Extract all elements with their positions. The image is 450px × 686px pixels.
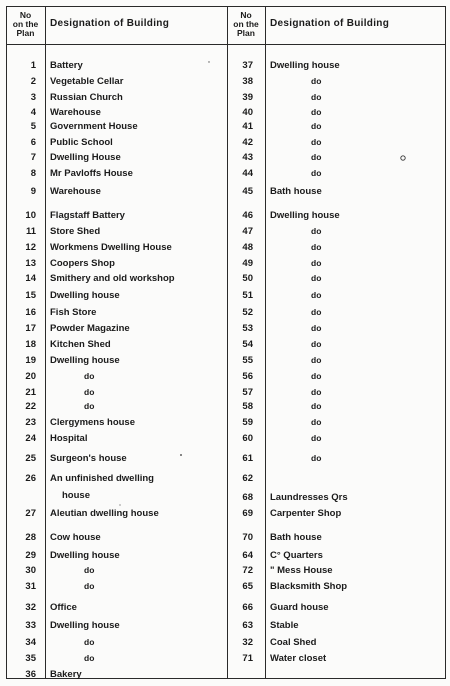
plan-number: 4 (30, 107, 36, 118)
plan-number: 42 (242, 137, 253, 148)
ditto-mark: do (84, 371, 95, 381)
plan-number: 33 (25, 620, 36, 631)
plan-number: 30 (25, 565, 36, 576)
plan-number: 40 (242, 107, 253, 118)
ditto-mark: do (311, 168, 322, 178)
plan-number: 57 (242, 387, 253, 398)
building-designation: Warehouse (50, 107, 101, 118)
plan-number: 2 (30, 76, 36, 87)
plan-number: 70 (242, 532, 253, 543)
plan-number: 59 (242, 417, 253, 428)
building-designation: Powder Magazine (50, 323, 130, 334)
plan-number: 34 (25, 637, 36, 648)
building-designation: Aleutian dwelling house (50, 508, 159, 519)
plan-number: 37 (242, 60, 253, 71)
ditto-mark: do (84, 581, 95, 591)
building-designation: Office (50, 602, 77, 613)
building-designation: Government House (50, 121, 138, 132)
plan-number: 14 (25, 273, 36, 284)
ditto-mark: do (311, 76, 322, 86)
plan-number: 61 (242, 453, 253, 464)
ditto-mark: do (311, 137, 322, 147)
building-designation: Dwelling house (270, 60, 340, 71)
plan-number: 72 (242, 565, 253, 576)
plan-number: 28 (25, 532, 36, 543)
building-designation: Coal Shed (270, 637, 317, 648)
building-designation: Dwelling house (270, 210, 340, 221)
ditto-mark: do (311, 290, 322, 300)
ditto-mark: do (311, 242, 322, 252)
plan-number: 1 (30, 60, 36, 71)
building-designation: Flagstaff Battery (50, 210, 125, 221)
plan-number: 69 (242, 508, 253, 519)
building-designation: Warehouse (50, 186, 101, 197)
plan-number: 66 (242, 602, 253, 613)
plan-number: 7 (30, 152, 36, 163)
building-designation: Hospital (50, 433, 88, 444)
building-designation: Clergymens house (50, 417, 135, 428)
plan-number: 9 (30, 186, 36, 197)
plan-number: 60 (242, 433, 253, 444)
plan-number: 50 (242, 273, 253, 284)
plan-number: 29 (25, 550, 36, 561)
building-designation: Coopers Shop (50, 258, 115, 269)
ditto-mark: do (311, 258, 322, 268)
column-divider (265, 6, 266, 678)
header-designation-right: Designation of Building (270, 18, 390, 29)
table-border-top (6, 6, 446, 7)
building-designation: Bath house (270, 532, 322, 543)
plan-number: 54 (242, 339, 253, 350)
ditto-mark: do (311, 152, 322, 162)
plan-number: 3 (30, 92, 36, 103)
plan-number: 39 (242, 92, 253, 103)
plan-number: 8 (30, 168, 36, 179)
header-line: No (19, 10, 32, 20)
ditto-mark: do (311, 401, 322, 411)
plan-number: 12 (25, 242, 36, 253)
plan-number: 27 (25, 508, 36, 519)
building-designation: Dwelling House (50, 152, 121, 163)
ditto-mark: do (311, 453, 322, 463)
plan-number: 63 (242, 620, 253, 631)
plan-number: 53 (242, 323, 253, 334)
plan-number: 64 (242, 550, 253, 561)
building-designation: " Mess House (270, 565, 333, 576)
building-designation: C° Quarters (270, 550, 323, 561)
plan-number: 26 (25, 473, 36, 484)
plan-number: 44 (242, 168, 253, 179)
plan-number: 25 (25, 453, 36, 464)
plan-number: 21 (25, 387, 36, 398)
plan-number: 32 (242, 637, 253, 648)
header-no-on-plan-right (227, 11, 265, 38)
plan-number: 47 (242, 226, 253, 237)
header-line: No (240, 10, 252, 20)
building-designation: Guard house (270, 602, 329, 613)
ditto-mark: do (311, 226, 322, 236)
plan-number: 20 (25, 371, 36, 382)
plan-number: 15 (25, 290, 36, 301)
header-line: on the (12, 19, 39, 29)
ditto-mark: do (84, 401, 95, 411)
building-designation: Mr Pavloffs House (50, 168, 133, 179)
ditto-mark: do (311, 107, 322, 117)
plan-number: 48 (242, 242, 253, 253)
building-designation: An unfinished dwelling (50, 473, 154, 484)
plan-number: 52 (242, 307, 253, 318)
building-designation: Stable (270, 620, 299, 631)
building-designation: Laundresses Qrs (270, 492, 348, 503)
plan-number: 6 (30, 137, 36, 148)
ditto-mark: do (311, 387, 322, 397)
plan-number: 13 (25, 258, 36, 269)
building-designation-continued: house (62, 490, 90, 501)
building-designation: Cow house (50, 532, 101, 543)
building-designation: Dwelling house (50, 620, 120, 631)
building-designation: Bath house (270, 186, 322, 197)
plan-number: 43 (242, 152, 253, 163)
ditto-mark: do (311, 121, 322, 131)
building-designation: Vegetable Cellar (50, 76, 124, 87)
ditto-mark: do (311, 371, 322, 381)
building-designation: Workmens Dwelling House (50, 242, 172, 253)
plan-number: 62 (242, 473, 253, 484)
plan-number: 35 (25, 653, 36, 664)
plan-number: 18 (25, 339, 36, 350)
ditto-mark: do (311, 273, 322, 283)
plan-number: 31 (25, 581, 36, 592)
ditto-mark: do (311, 355, 322, 365)
plan-number: 23 (25, 417, 36, 428)
plan-number: 19 (25, 355, 36, 366)
header-designation-left: Designation of Building (50, 18, 170, 29)
ditto-mark: do (311, 307, 322, 317)
plan-number: 49 (242, 258, 253, 269)
ditto-mark: do (311, 323, 322, 333)
building-designation: Carpenter Shop (270, 508, 342, 519)
building-designation: Store Shed (50, 226, 101, 237)
ditto-mark: do (84, 637, 95, 647)
building-designation: Fish Store (50, 307, 97, 318)
header-line: on the (233, 19, 259, 29)
ditto-mark: do (311, 417, 322, 427)
plan-number: 24 (25, 433, 36, 444)
plan-number: 41 (242, 121, 253, 132)
header-line: Plan (16, 28, 35, 38)
ditto-mark: do (311, 92, 322, 102)
plan-number: 22 (25, 401, 36, 412)
plan-number: 11 (25, 226, 36, 237)
plan-number: 5 (30, 121, 36, 132)
building-designation: Surgeon's house (50, 453, 127, 464)
header-divider (6, 44, 446, 45)
plan-number: 38 (242, 76, 253, 87)
header-no-on-plan-left (6, 11, 45, 38)
plan-number: 55 (242, 355, 253, 366)
building-designation: Russian Church (50, 92, 123, 103)
plan-number: 71 (242, 653, 253, 664)
building-designation: Dwelling house (50, 355, 120, 366)
building-designation: Bakery (50, 669, 82, 680)
building-designation: Smithery and old workshop (50, 273, 175, 284)
plan-number: 17 (25, 323, 36, 334)
building-designation: Water closet (270, 653, 327, 664)
building-designation: Kitchen Shed (50, 339, 111, 350)
plan-number: 56 (242, 371, 253, 382)
building-designation: Public School (50, 137, 113, 148)
ditto-mark: do (84, 653, 95, 663)
column-divider (45, 6, 46, 678)
building-designation: Battery (50, 60, 83, 71)
ditto-mark: do (311, 433, 322, 443)
table-border-right (445, 6, 446, 678)
building-designation: Blacksmith Shop (270, 581, 348, 592)
ditto-mark: do (84, 565, 95, 575)
ditto-mark: do (84, 387, 95, 397)
plan-number: 68 (242, 492, 253, 503)
plan-number: 58 (242, 401, 253, 412)
plan-number: 10 (25, 210, 36, 221)
plan-number: 16 (25, 307, 36, 318)
plan-number: 45 (242, 186, 253, 197)
building-designation: Dwelling house (50, 290, 120, 301)
ditto-mark: do (311, 339, 322, 349)
plan-number: 46 (242, 210, 253, 221)
plan-number: 32 (25, 602, 36, 613)
plan-number: 65 (242, 581, 253, 592)
plan-number: 51 (242, 290, 253, 301)
building-designation: Dwelling house (50, 550, 120, 561)
plan-number: 36 (25, 669, 36, 680)
header-line: Plan (237, 28, 255, 38)
